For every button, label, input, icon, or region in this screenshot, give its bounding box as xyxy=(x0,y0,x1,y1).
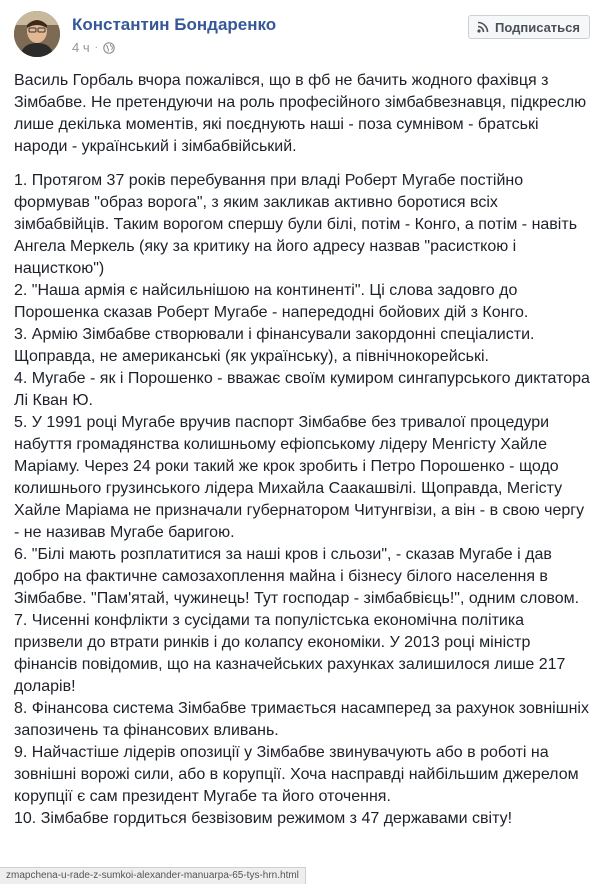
list-item: 10. Зімбабве гордиться безвізовим режимом з 47 державами світу! xyxy=(14,810,513,827)
subscribe-label: Подписаться xyxy=(494,19,580,35)
meta-separator: · xyxy=(94,42,98,53)
list-item: 6. "Білі мають розплатитися за наші кров і сльози", - сказав Мугабе і дав добро на фактичне самозахоплення майна і бізнесу білого населення в Зімбабве. "Пам'ятай, чужинець! Тут господар - зімбабвієць!", одним словом. xyxy=(14,546,580,607)
post-time[interactable]: 4 ч xyxy=(72,40,90,55)
post-list xyxy=(14,170,590,830)
list-item: 8. Фінансова система Зімбабве тримається насамперед за рахунок зовнішніх запозичень та фінансових вливань. xyxy=(14,700,589,739)
avatar-photo xyxy=(14,11,60,57)
post-meta xyxy=(72,40,115,55)
status-url: zmapchena-u-rade-z-sumkoi-alexander-manuarpa-65-tys-hrn.html xyxy=(0,867,306,884)
post-header xyxy=(0,0,600,66)
author-name[interactable]: Константин Бондаренко xyxy=(72,15,277,34)
post-body xyxy=(14,70,590,830)
list-item: 7. Чисенні конфлікти з сусідами та популістська економічна політика призвели до втрати ринків і до колапсу економіки. У 2013 році міністр фінансів повідомив, що на казначейських рахунках залишилося лише 217 доларів! xyxy=(14,612,566,695)
subscribe-button[interactable] xyxy=(468,15,590,39)
avatar[interactable] xyxy=(14,11,60,57)
rss-icon xyxy=(477,21,489,33)
list-item: 5. У 1991 році Мугабе вручив паспорт Зімбабве без тривалої процедури набуття громадянства колишньому ефіопському лідеру Менгісту Хайле Маріаму. Через 24 роки такий же крок зробить і Петро Порошенко - щодо колишнього грузинського лідера Михайла Саакашвілі. Щоправда, Мегісту Хайле Маріама не призначали губернатором Читунгвізи, а він - в свою чергу - не називав Мугабе баригою. xyxy=(14,414,585,541)
globe-icon[interactable] xyxy=(103,42,115,54)
list-item: 4. Мугабе - як і Порошенко - вважає своїм кумиром сингапурського диктатора Лі Кван Ю. xyxy=(14,370,590,409)
list-item: 9. Найчастіше лідерів опозиції у Зімбабве звинувачують або в роботі на зовнішні ворожі сили, або в корупції. Хоча насправді найбільшим джерелом корупції є сам президент Мугабе та його оточення. xyxy=(14,744,579,805)
list-item: 3. Армію Зімбабве створювали і фінансували закордонні спеціалисти. Щоправда, не американські (як українську), а північнокорейські. xyxy=(14,326,535,365)
list-item: 1. Протягом 37 років перебування при владі Роберт Мугабе постійно формував "образ ворога", з яким закликав активно боротися всіх зімбабвійців. Таким ворогом спершу були білі, потім - Конго, а потім - навіть Ангела Меркель (яку за критику на його адресу назвав "расисткою і нацисткою") xyxy=(14,172,578,277)
list-item: 2. "Наша армія є найсильнішою на континенті". Ці слова задовго до Порошенка сказав Роберт Мугабе - напередодні бойових дій з Конго. xyxy=(14,282,529,321)
post-intro: Василь Горбаль вчора пожалівся, що в фб не бачить жодного фахівця з Зімбабве. Не претендуючи на роль професійного зімбабвезнавця, підкреслю лише декілька моментів, які поєднують наші - поза сумнівом - братські народи - український і зімбабвійський. xyxy=(14,72,587,155)
